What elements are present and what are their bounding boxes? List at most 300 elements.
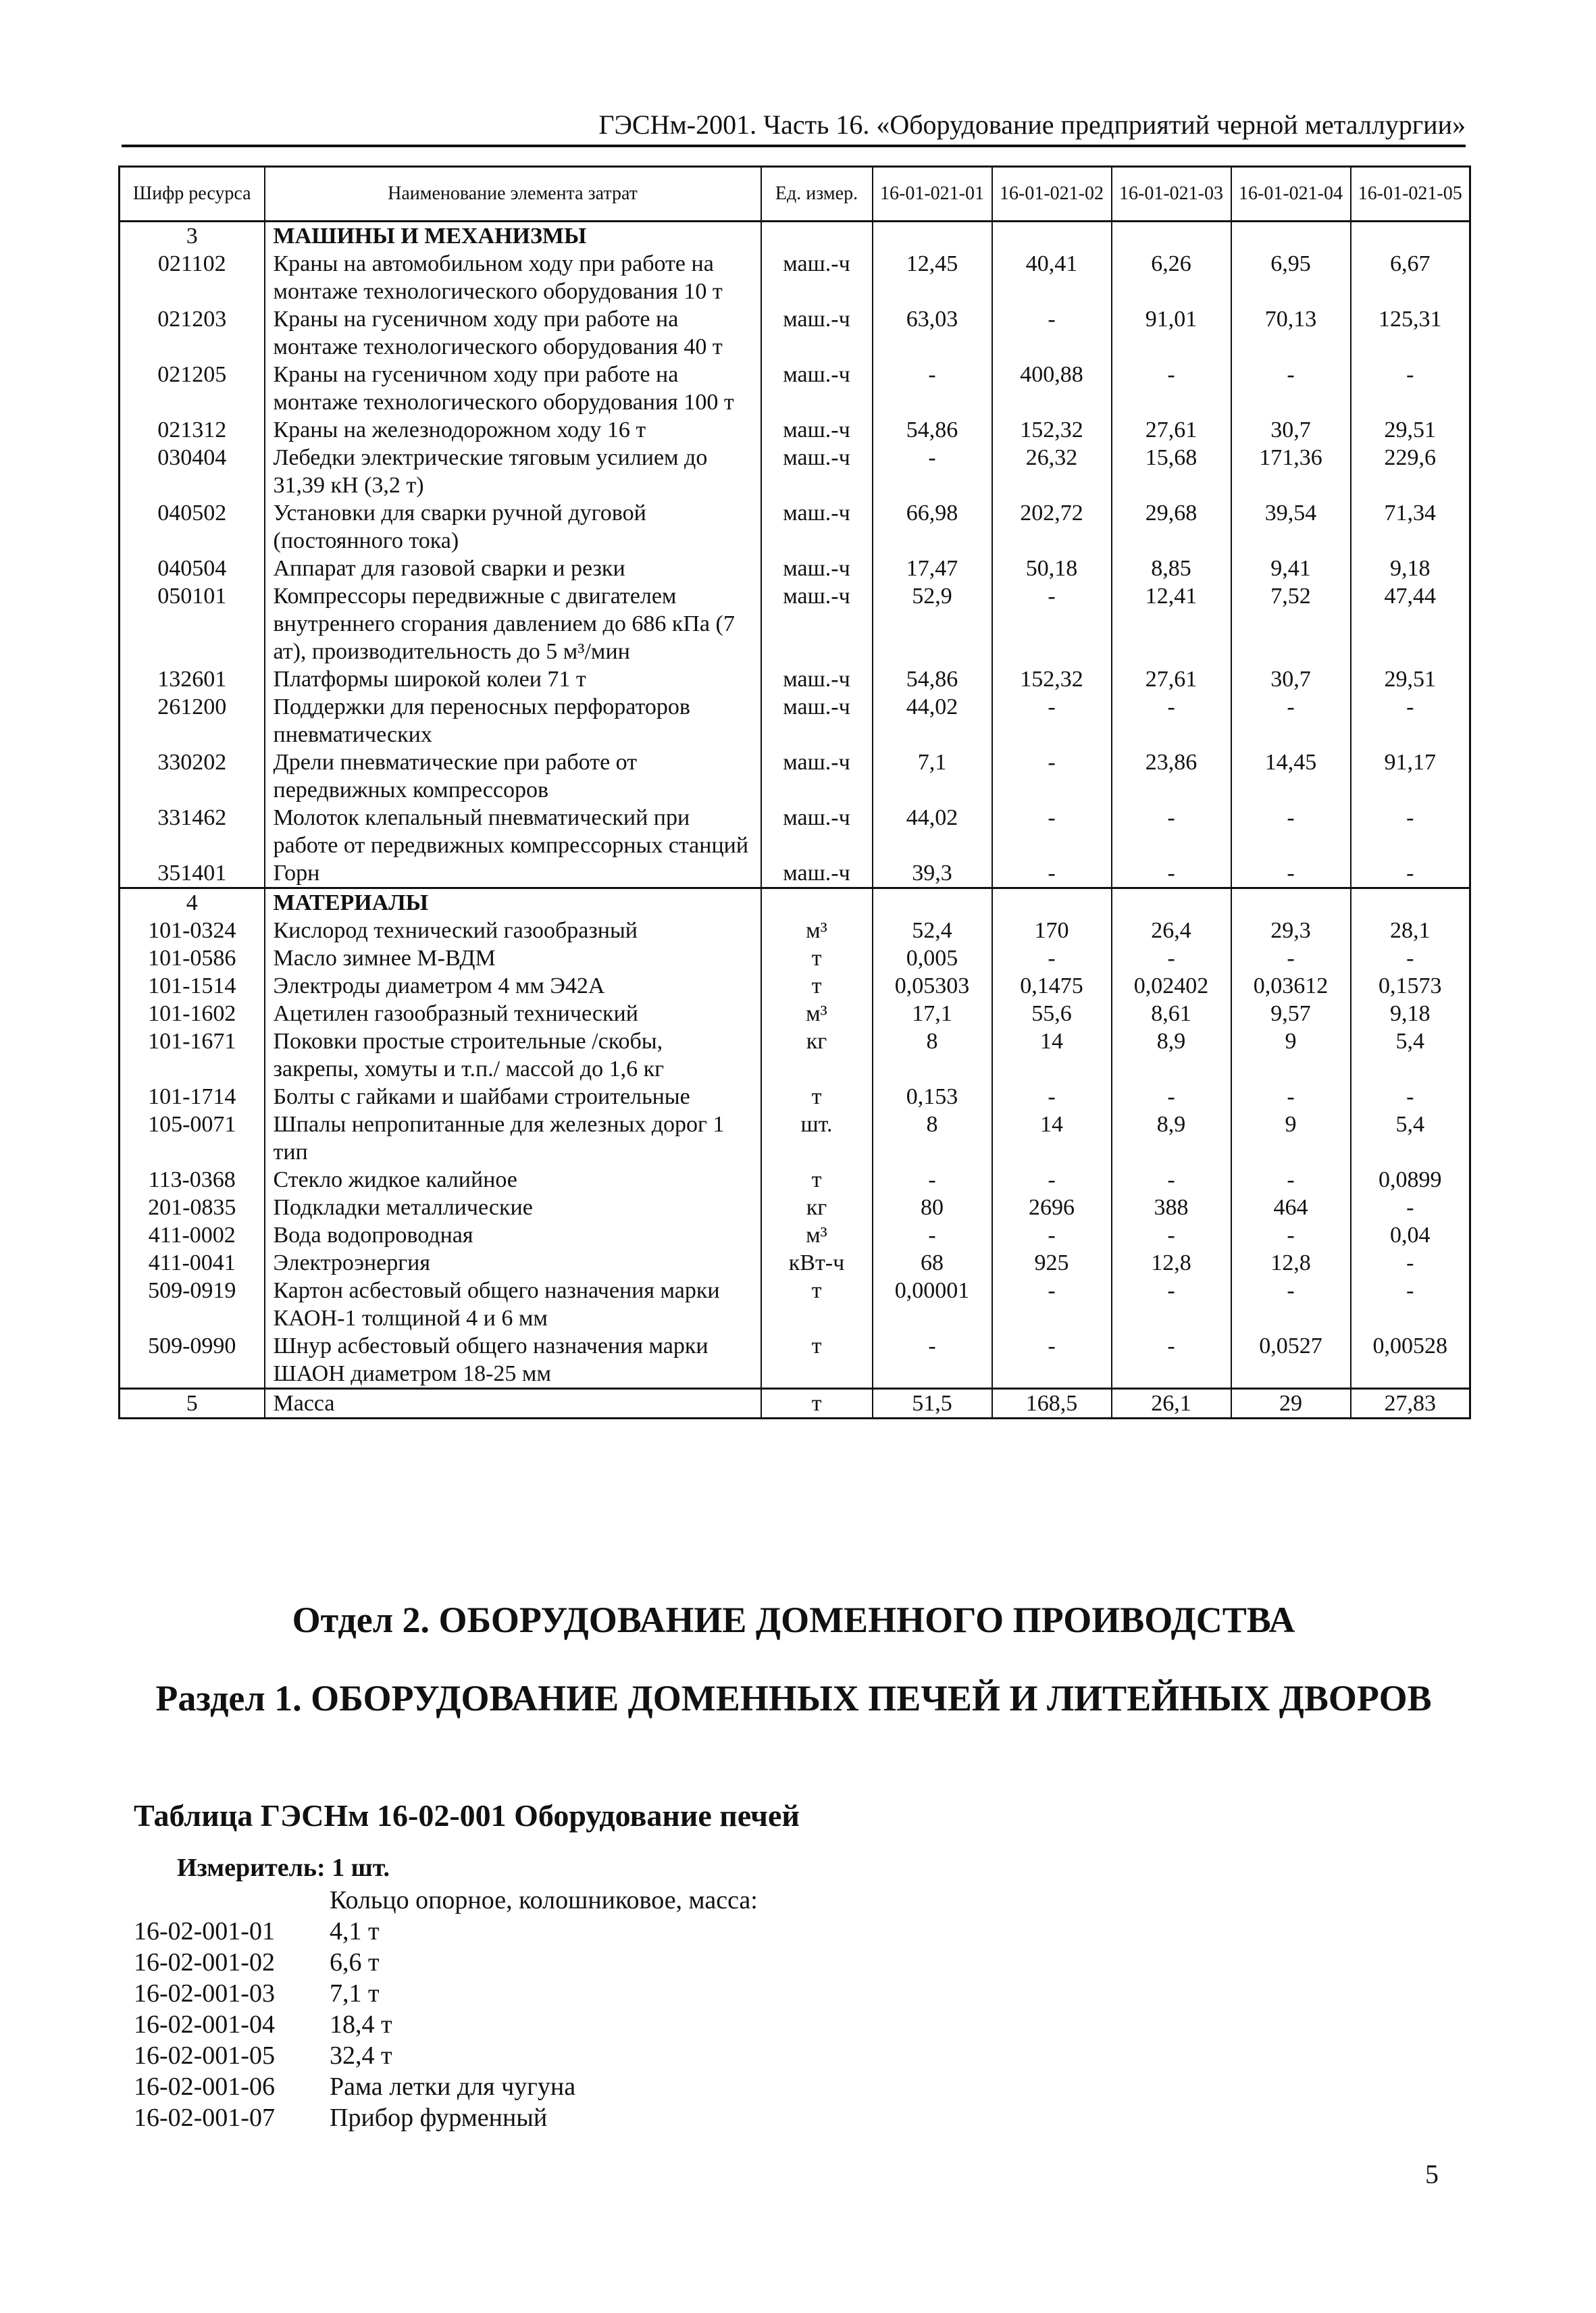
- table-header-row: [120, 167, 1470, 222]
- table-row: [120, 1000, 1470, 1027]
- resource-code: 021102: [120, 250, 265, 305]
- col-header-c3: 16-01-021-03: [1112, 167, 1231, 222]
- resource-name: Установки для сварки ручной дуговой (постоянного тока): [265, 499, 761, 555]
- value-c5: -: [1351, 1277, 1470, 1332]
- empty-cell: [1351, 888, 1470, 917]
- mass-c5: 27,83: [1351, 1389, 1470, 1419]
- value-c2: 925: [992, 1249, 1112, 1277]
- value-c5: -: [1351, 859, 1470, 888]
- value-c1: -: [873, 1166, 992, 1194]
- resource-unit: маш.-ч: [761, 859, 873, 888]
- value-c2: -: [992, 1332, 1112, 1389]
- value-c5: 0,04: [1351, 1221, 1470, 1249]
- value-c4: 30,7: [1231, 665, 1351, 693]
- section-code: 3: [120, 222, 265, 251]
- resource-code: 509-0990: [120, 1332, 265, 1389]
- col-header-unit: Ед. измер.: [761, 167, 873, 222]
- value-c4: -: [1231, 361, 1351, 416]
- value-c2: -: [992, 859, 1112, 888]
- resource-code: 021203: [120, 305, 265, 361]
- resource-table: [118, 166, 1471, 1419]
- item-code: 16-02-001-06: [134, 2073, 275, 2101]
- mass-name: Масса: [265, 1389, 761, 1419]
- value-c3: 12,41: [1112, 582, 1231, 665]
- value-c2: -: [992, 1277, 1112, 1332]
- resource-unit: м³: [761, 1221, 873, 1249]
- col-header-name: Наименование элемента затрат: [265, 167, 761, 222]
- value-c1: 8: [873, 1027, 992, 1083]
- value-c4: 0,0527: [1231, 1332, 1351, 1389]
- resource-code: 050101: [120, 582, 265, 665]
- table-body: [120, 222, 1470, 1419]
- table-row: [120, 1166, 1470, 1194]
- value-c2: 400,88: [992, 361, 1112, 416]
- item-rows: [134, 1916, 758, 2133]
- value-c5: -: [1351, 361, 1470, 416]
- value-c2: -: [992, 305, 1112, 361]
- value-c3: -: [1112, 1332, 1231, 1389]
- item-code: 16-02-001-05: [134, 2041, 275, 2070]
- value-c1: -: [873, 444, 992, 499]
- resource-name: Кислород технический газообразный: [265, 917, 761, 944]
- resource-code: 330202: [120, 748, 265, 804]
- value-c4: -: [1231, 1166, 1351, 1194]
- value-c2: -: [992, 693, 1112, 748]
- value-c1: 63,03: [873, 305, 992, 361]
- resource-code: 105-0071: [120, 1111, 265, 1166]
- resource-unit: шт.: [761, 1111, 873, 1166]
- section-row: [120, 888, 1470, 917]
- table-row: [120, 250, 1470, 305]
- table-row: [120, 582, 1470, 665]
- value-c5: 0,1573: [1351, 972, 1470, 1000]
- item-intro: Кольцо опорное, колошниковое, масса:: [330, 1886, 758, 1914]
- item-description: 4,1 т: [330, 1917, 380, 1946]
- resource-code: 351401: [120, 859, 265, 888]
- mass-c2: 168,5: [992, 1389, 1112, 1419]
- resource-unit: маш.-ч: [761, 555, 873, 582]
- resource-name: Дрели пневматические при работе от передвижных компрессоров: [265, 748, 761, 804]
- value-c5: -: [1351, 1249, 1470, 1277]
- empty-cell: [1231, 888, 1351, 917]
- page-number: 5: [1425, 2159, 1439, 2189]
- resource-unit: маш.-ч: [761, 804, 873, 859]
- value-c1: -: [873, 1332, 992, 1389]
- value-c4: -: [1231, 1277, 1351, 1332]
- value-c1: 52,4: [873, 917, 992, 944]
- empty-cell: [873, 888, 992, 917]
- value-c4: 464: [1231, 1194, 1351, 1221]
- item-description: 7,1 т: [330, 1979, 380, 2008]
- resource-code: 101-0324: [120, 917, 265, 944]
- value-c2: 0,1475: [992, 972, 1112, 1000]
- resource-name: Краны на железнодорожном ходу 16 т: [265, 416, 761, 444]
- value-c5: 91,17: [1351, 748, 1470, 804]
- table-row: [120, 748, 1470, 804]
- value-c3: 91,01: [1112, 305, 1231, 361]
- value-c2: -: [992, 804, 1112, 859]
- resource-unit: т: [761, 1083, 873, 1111]
- table-row: [120, 361, 1470, 416]
- table-row: [120, 555, 1470, 582]
- empty-cell: [1112, 888, 1231, 917]
- value-c1: 0,00001: [873, 1277, 992, 1332]
- resource-unit: маш.-ч: [761, 416, 873, 444]
- value-c3: 12,8: [1112, 1249, 1231, 1277]
- empty-cell: [1231, 222, 1351, 251]
- value-c4: 12,8: [1231, 1249, 1351, 1277]
- value-c2: 2696: [992, 1194, 1112, 1221]
- value-c3: 26,4: [1112, 917, 1231, 944]
- value-c1: 54,86: [873, 665, 992, 693]
- value-c3: 8,9: [1112, 1027, 1231, 1083]
- value-c1: 52,9: [873, 582, 992, 665]
- list-item: [134, 2040, 758, 2071]
- item-description: Рама летки для чугуна: [330, 2073, 576, 2101]
- value-c2: 152,32: [992, 665, 1112, 693]
- value-c4: -: [1231, 804, 1351, 859]
- value-c5: 9,18: [1351, 555, 1470, 582]
- value-c3: -: [1112, 1277, 1231, 1332]
- value-c2: -: [992, 1166, 1112, 1194]
- mass-c3: 26,1: [1112, 1389, 1231, 1419]
- value-c2: 50,18: [992, 555, 1112, 582]
- value-c2: -: [992, 1083, 1112, 1111]
- mass-c1: 51,5: [873, 1389, 992, 1419]
- value-c2: -: [992, 582, 1112, 665]
- value-c3: -: [1112, 693, 1231, 748]
- resource-code: 101-1514: [120, 972, 265, 1000]
- resource-unit: кг: [761, 1194, 873, 1221]
- resource-name: Платформы широкой колеи 71 т: [265, 665, 761, 693]
- resource-code: 411-0041: [120, 1249, 265, 1277]
- table-row: [120, 944, 1470, 972]
- resource-name: Краны на гусеничном ходу при работе на монтаже технологического оборудования 100 т: [265, 361, 761, 416]
- resource-name: Стекло жидкое калийное: [265, 1166, 761, 1194]
- value-c4: 171,36: [1231, 444, 1351, 499]
- value-c3: -: [1112, 1166, 1231, 1194]
- col-header-c4: 16-01-021-04: [1231, 167, 1351, 222]
- value-c3: 29,68: [1112, 499, 1231, 555]
- value-c1: 44,02: [873, 693, 992, 748]
- table-row: [120, 305, 1470, 361]
- resource-unit: т: [761, 1332, 873, 1389]
- resource-name: Краны на гусеничном ходу при работе на монтаже технологического оборудования 40 т: [265, 305, 761, 361]
- resource-unit: м³: [761, 1000, 873, 1027]
- resource-unit: маш.-ч: [761, 748, 873, 804]
- table-row: [120, 1083, 1470, 1111]
- value-c1: 17,47: [873, 555, 992, 582]
- resource-code: 509-0919: [120, 1277, 265, 1332]
- section-title: МАТЕРИАЛЫ: [265, 888, 761, 917]
- resource-unit: т: [761, 1166, 873, 1194]
- measure-unit: Измеритель: 1 шт.: [177, 1854, 390, 1882]
- resource-code: 132601: [120, 665, 265, 693]
- resource-unit: маш.-ч: [761, 582, 873, 665]
- resource-name: Краны на автомобильном ходу при работе на монтаже технологического оборудования 10 т: [265, 250, 761, 305]
- list-item: [134, 1978, 758, 2009]
- value-c1: 54,86: [873, 416, 992, 444]
- resource-name: Лебедки электрические тяговым усилием до 31,39 кН (3,2 т): [265, 444, 761, 499]
- table-row: [120, 1111, 1470, 1166]
- value-c4: 7,52: [1231, 582, 1351, 665]
- item-code: 16-02-001-04: [134, 2010, 275, 2039]
- item-description: 18,4 т: [330, 2010, 392, 2039]
- value-c3: 8,61: [1112, 1000, 1231, 1027]
- resource-unit: кг: [761, 1027, 873, 1083]
- value-c5: -: [1351, 944, 1470, 972]
- value-c2: -: [992, 748, 1112, 804]
- table-row: [120, 693, 1470, 748]
- resource-name: Шнур асбестовый общего назначения марки ШАОН диаметром 18-25 мм: [265, 1332, 761, 1389]
- value-c5: 6,67: [1351, 250, 1470, 305]
- resource-unit: т: [761, 1277, 873, 1332]
- value-c3: -: [1112, 944, 1231, 972]
- col-header-c1: 16-01-021-01: [873, 167, 992, 222]
- value-c2: -: [992, 1221, 1112, 1249]
- value-c5: -: [1351, 693, 1470, 748]
- value-c1: 12,45: [873, 250, 992, 305]
- table-row: [120, 972, 1470, 1000]
- resource-unit: т: [761, 944, 873, 972]
- value-c5: 47,44: [1351, 582, 1470, 665]
- value-c4: -: [1231, 859, 1351, 888]
- value-c2: 14: [992, 1111, 1112, 1166]
- value-c4: -: [1231, 693, 1351, 748]
- resource-code: 411-0002: [120, 1221, 265, 1249]
- value-c3: 8,85: [1112, 555, 1231, 582]
- resource-unit: маш.-ч: [761, 499, 873, 555]
- value-c3: -: [1112, 804, 1231, 859]
- value-c2: 55,6: [992, 1000, 1112, 1027]
- value-c4: -: [1231, 1083, 1351, 1111]
- resource-unit: кВт-ч: [761, 1249, 873, 1277]
- value-c1: -: [873, 361, 992, 416]
- table-row: [120, 1277, 1470, 1332]
- section-title: МАШИНЫ И МЕХАНИЗМЫ: [265, 222, 761, 251]
- col-header-c5: 16-01-021-05: [1351, 167, 1470, 222]
- value-c4: 0,03612: [1231, 972, 1351, 1000]
- resource-name: Шпалы непропитанные для железных дорог 1 тип: [265, 1111, 761, 1166]
- item-code: 16-02-001-01: [134, 1917, 275, 1946]
- value-c2: -: [992, 944, 1112, 972]
- value-c3: -: [1112, 361, 1231, 416]
- item-description: 6,6 т: [330, 1948, 380, 1977]
- value-c5: 0,00528: [1351, 1332, 1470, 1389]
- table-row: [120, 1249, 1470, 1277]
- resource-code: 101-1671: [120, 1027, 265, 1083]
- value-c4: 30,7: [1231, 416, 1351, 444]
- list-item: [134, 2071, 758, 2102]
- value-c3: 6,26: [1112, 250, 1231, 305]
- value-c2: 14: [992, 1027, 1112, 1083]
- list-item: [134, 2009, 758, 2040]
- value-c3: -: [1112, 1221, 1231, 1249]
- section-code: 4: [120, 888, 265, 917]
- value-c2: 170: [992, 917, 1112, 944]
- resource-name: Картон асбестовый общего назначения марки КАОН-1 толщиной 4 и 6 мм: [265, 1277, 761, 1332]
- mass-code: 5: [120, 1389, 265, 1419]
- empty-cell: [761, 888, 873, 917]
- item-code: 16-02-001-07: [134, 2104, 275, 2132]
- value-c3: 0,02402: [1112, 972, 1231, 1000]
- value-c5: 0,0899: [1351, 1166, 1470, 1194]
- value-c4: 39,54: [1231, 499, 1351, 555]
- value-c1: 8: [873, 1111, 992, 1166]
- table-row: [120, 1027, 1470, 1083]
- resource-unit: маш.-ч: [761, 693, 873, 748]
- value-c4: 9,41: [1231, 555, 1351, 582]
- resource-name: Подкладки металлические: [265, 1194, 761, 1221]
- section-title: Раздел 1. ОБОРУДОВАНИЕ ДОМЕННЫХ ПЕЧЕЙ И ЛИТЕЙНЫХ ДВОРОВ: [155, 1678, 1432, 1719]
- value-c4: 9: [1231, 1027, 1351, 1083]
- value-c3: 8,9: [1112, 1111, 1231, 1166]
- value-c1: 44,02: [873, 804, 992, 859]
- value-c3: 27,61: [1112, 665, 1231, 693]
- empty-cell: [992, 222, 1112, 251]
- resource-code: 040502: [120, 499, 265, 555]
- resource-name: Ацетилен газообразный технический: [265, 1000, 761, 1027]
- value-c5: 29,51: [1351, 416, 1470, 444]
- value-c3: 388: [1112, 1194, 1231, 1221]
- value-c2: 202,72: [992, 499, 1112, 555]
- resource-code: 030404: [120, 444, 265, 499]
- resource-name: Компрессоры передвижные с двигателем внутреннего сгорания давлением до 686 кПа (7 ат), производительность до 5 м³/мин: [265, 582, 761, 665]
- list-item: [134, 1947, 758, 1978]
- value-c2: 40,41: [992, 250, 1112, 305]
- value-c4: 70,13: [1231, 305, 1351, 361]
- value-c4: -: [1231, 944, 1351, 972]
- item-code: 16-02-001-03: [134, 1979, 275, 2008]
- value-c5: 9,18: [1351, 1000, 1470, 1027]
- item-code: 16-02-001-02: [134, 1948, 275, 1977]
- resource-name: Горн: [265, 859, 761, 888]
- empty-cell: [761, 222, 873, 251]
- resource-name: Масло зимнее М-ВДМ: [265, 944, 761, 972]
- resource-code: 101-1602: [120, 1000, 265, 1027]
- resource-name: Электроды диаметром 4 мм Э42А: [265, 972, 761, 1000]
- table-row: [120, 416, 1470, 444]
- empty-cell: [873, 222, 992, 251]
- value-c2: 26,32: [992, 444, 1112, 499]
- col-header-c2: 16-01-021-02: [992, 167, 1112, 222]
- item-description: Прибор фурменный: [330, 2104, 548, 2132]
- table-row: [120, 917, 1470, 944]
- value-c5: 28,1: [1351, 917, 1470, 944]
- table-row: [120, 444, 1470, 499]
- item-description: 32,4 т: [330, 2041, 392, 2070]
- resource-unit: маш.-ч: [761, 361, 873, 416]
- value-c4: 6,95: [1231, 250, 1351, 305]
- resource-code: 040504: [120, 555, 265, 582]
- empty-cell: [1112, 222, 1231, 251]
- table-row: [120, 1194, 1470, 1221]
- department-title: Отдел 2. ОБОРУДОВАНИЕ ДОМЕННОГО ПРОИВОДСТВА: [292, 1600, 1295, 1640]
- value-c3: 23,86: [1112, 748, 1231, 804]
- resource-code: 101-0586: [120, 944, 265, 972]
- resource-unit: маш.-ч: [761, 665, 873, 693]
- value-c1: -: [873, 1221, 992, 1249]
- value-c1: 66,98: [873, 499, 992, 555]
- value-c3: -: [1112, 1083, 1231, 1111]
- empty-cell: [1351, 222, 1470, 251]
- resource-name: Болты с гайками и шайбами строительные: [265, 1083, 761, 1111]
- resource-code: 101-1714: [120, 1083, 265, 1111]
- value-c1: 68: [873, 1249, 992, 1277]
- table-title: Таблица ГЭСНм 16-02-001 Оборудование печей: [134, 1798, 800, 1833]
- resource-unit: маш.-ч: [761, 444, 873, 499]
- resource-name: Аппарат для газовой сварки и резки: [265, 555, 761, 582]
- value-c5: 29,51: [1351, 665, 1470, 693]
- table-row: [120, 804, 1470, 859]
- resource-code: 261200: [120, 693, 265, 748]
- resource-unit: маш.-ч: [761, 250, 873, 305]
- resource-name: Электроэнергия: [265, 1249, 761, 1277]
- value-c4: 9: [1231, 1111, 1351, 1166]
- table-row: [120, 499, 1470, 555]
- table-row: [120, 1221, 1470, 1249]
- resource-name: Молоток клепальный пневматический при работе от передвижных компрессорных станций: [265, 804, 761, 859]
- resource-unit: маш.-ч: [761, 305, 873, 361]
- list-item: [134, 1916, 758, 1947]
- value-c2: 152,32: [992, 416, 1112, 444]
- list-item: [134, 2102, 758, 2133]
- resource-code: 113-0368: [120, 1166, 265, 1194]
- col-header-code: Шифр ресурса: [120, 167, 265, 222]
- value-c4: -: [1231, 1221, 1351, 1249]
- resource-code: 331462: [120, 804, 265, 859]
- value-c3: -: [1112, 859, 1231, 888]
- value-c5: 125,31: [1351, 305, 1470, 361]
- value-c5: -: [1351, 1194, 1470, 1221]
- value-c3: 27,61: [1112, 416, 1231, 444]
- value-c1: 17,1: [873, 1000, 992, 1027]
- resource-name: Вода водопроводная: [265, 1221, 761, 1249]
- table-row: [120, 859, 1470, 888]
- resource-name: Поддержки для переносных перфораторов пневматических: [265, 693, 761, 748]
- table-row: [120, 665, 1470, 693]
- value-c5: 5,4: [1351, 1111, 1470, 1166]
- item-list: [134, 1885, 758, 2133]
- empty-cell: [992, 888, 1112, 917]
- value-c1: 0,153: [873, 1083, 992, 1111]
- running-header: ГЭСНм-2001. Часть 16. «Оборудование предприятий черной металлургии»: [122, 108, 1466, 147]
- section-row: [120, 222, 1470, 251]
- value-c4: 29,3: [1231, 917, 1351, 944]
- resource-unit: т: [761, 972, 873, 1000]
- resource-code: 021312: [120, 416, 265, 444]
- value-c5: 5,4: [1351, 1027, 1470, 1083]
- value-c5: 229,6: [1351, 444, 1470, 499]
- value-c1: 80: [873, 1194, 992, 1221]
- value-c4: 9,57: [1231, 1000, 1351, 1027]
- table-row: [120, 1332, 1470, 1389]
- resource-name: Поковки простые строительные /скобы, закрепы, хомуты и т.п./ массой до 1,6 кг: [265, 1027, 761, 1083]
- resource-code: 201-0835: [120, 1194, 265, 1221]
- mass-row: [120, 1389, 1470, 1419]
- value-c4: 14,45: [1231, 748, 1351, 804]
- value-c5: -: [1351, 1083, 1470, 1111]
- value-c3: 15,68: [1112, 444, 1231, 499]
- value-c1: 39,3: [873, 859, 992, 888]
- value-c5: 71,34: [1351, 499, 1470, 555]
- mass-c4: 29: [1231, 1389, 1351, 1419]
- value-c5: -: [1351, 804, 1470, 859]
- value-c1: 7,1: [873, 748, 992, 804]
- value-c1: 0,005: [873, 944, 992, 972]
- resource-code: 021205: [120, 361, 265, 416]
- mass-unit: т: [761, 1389, 873, 1419]
